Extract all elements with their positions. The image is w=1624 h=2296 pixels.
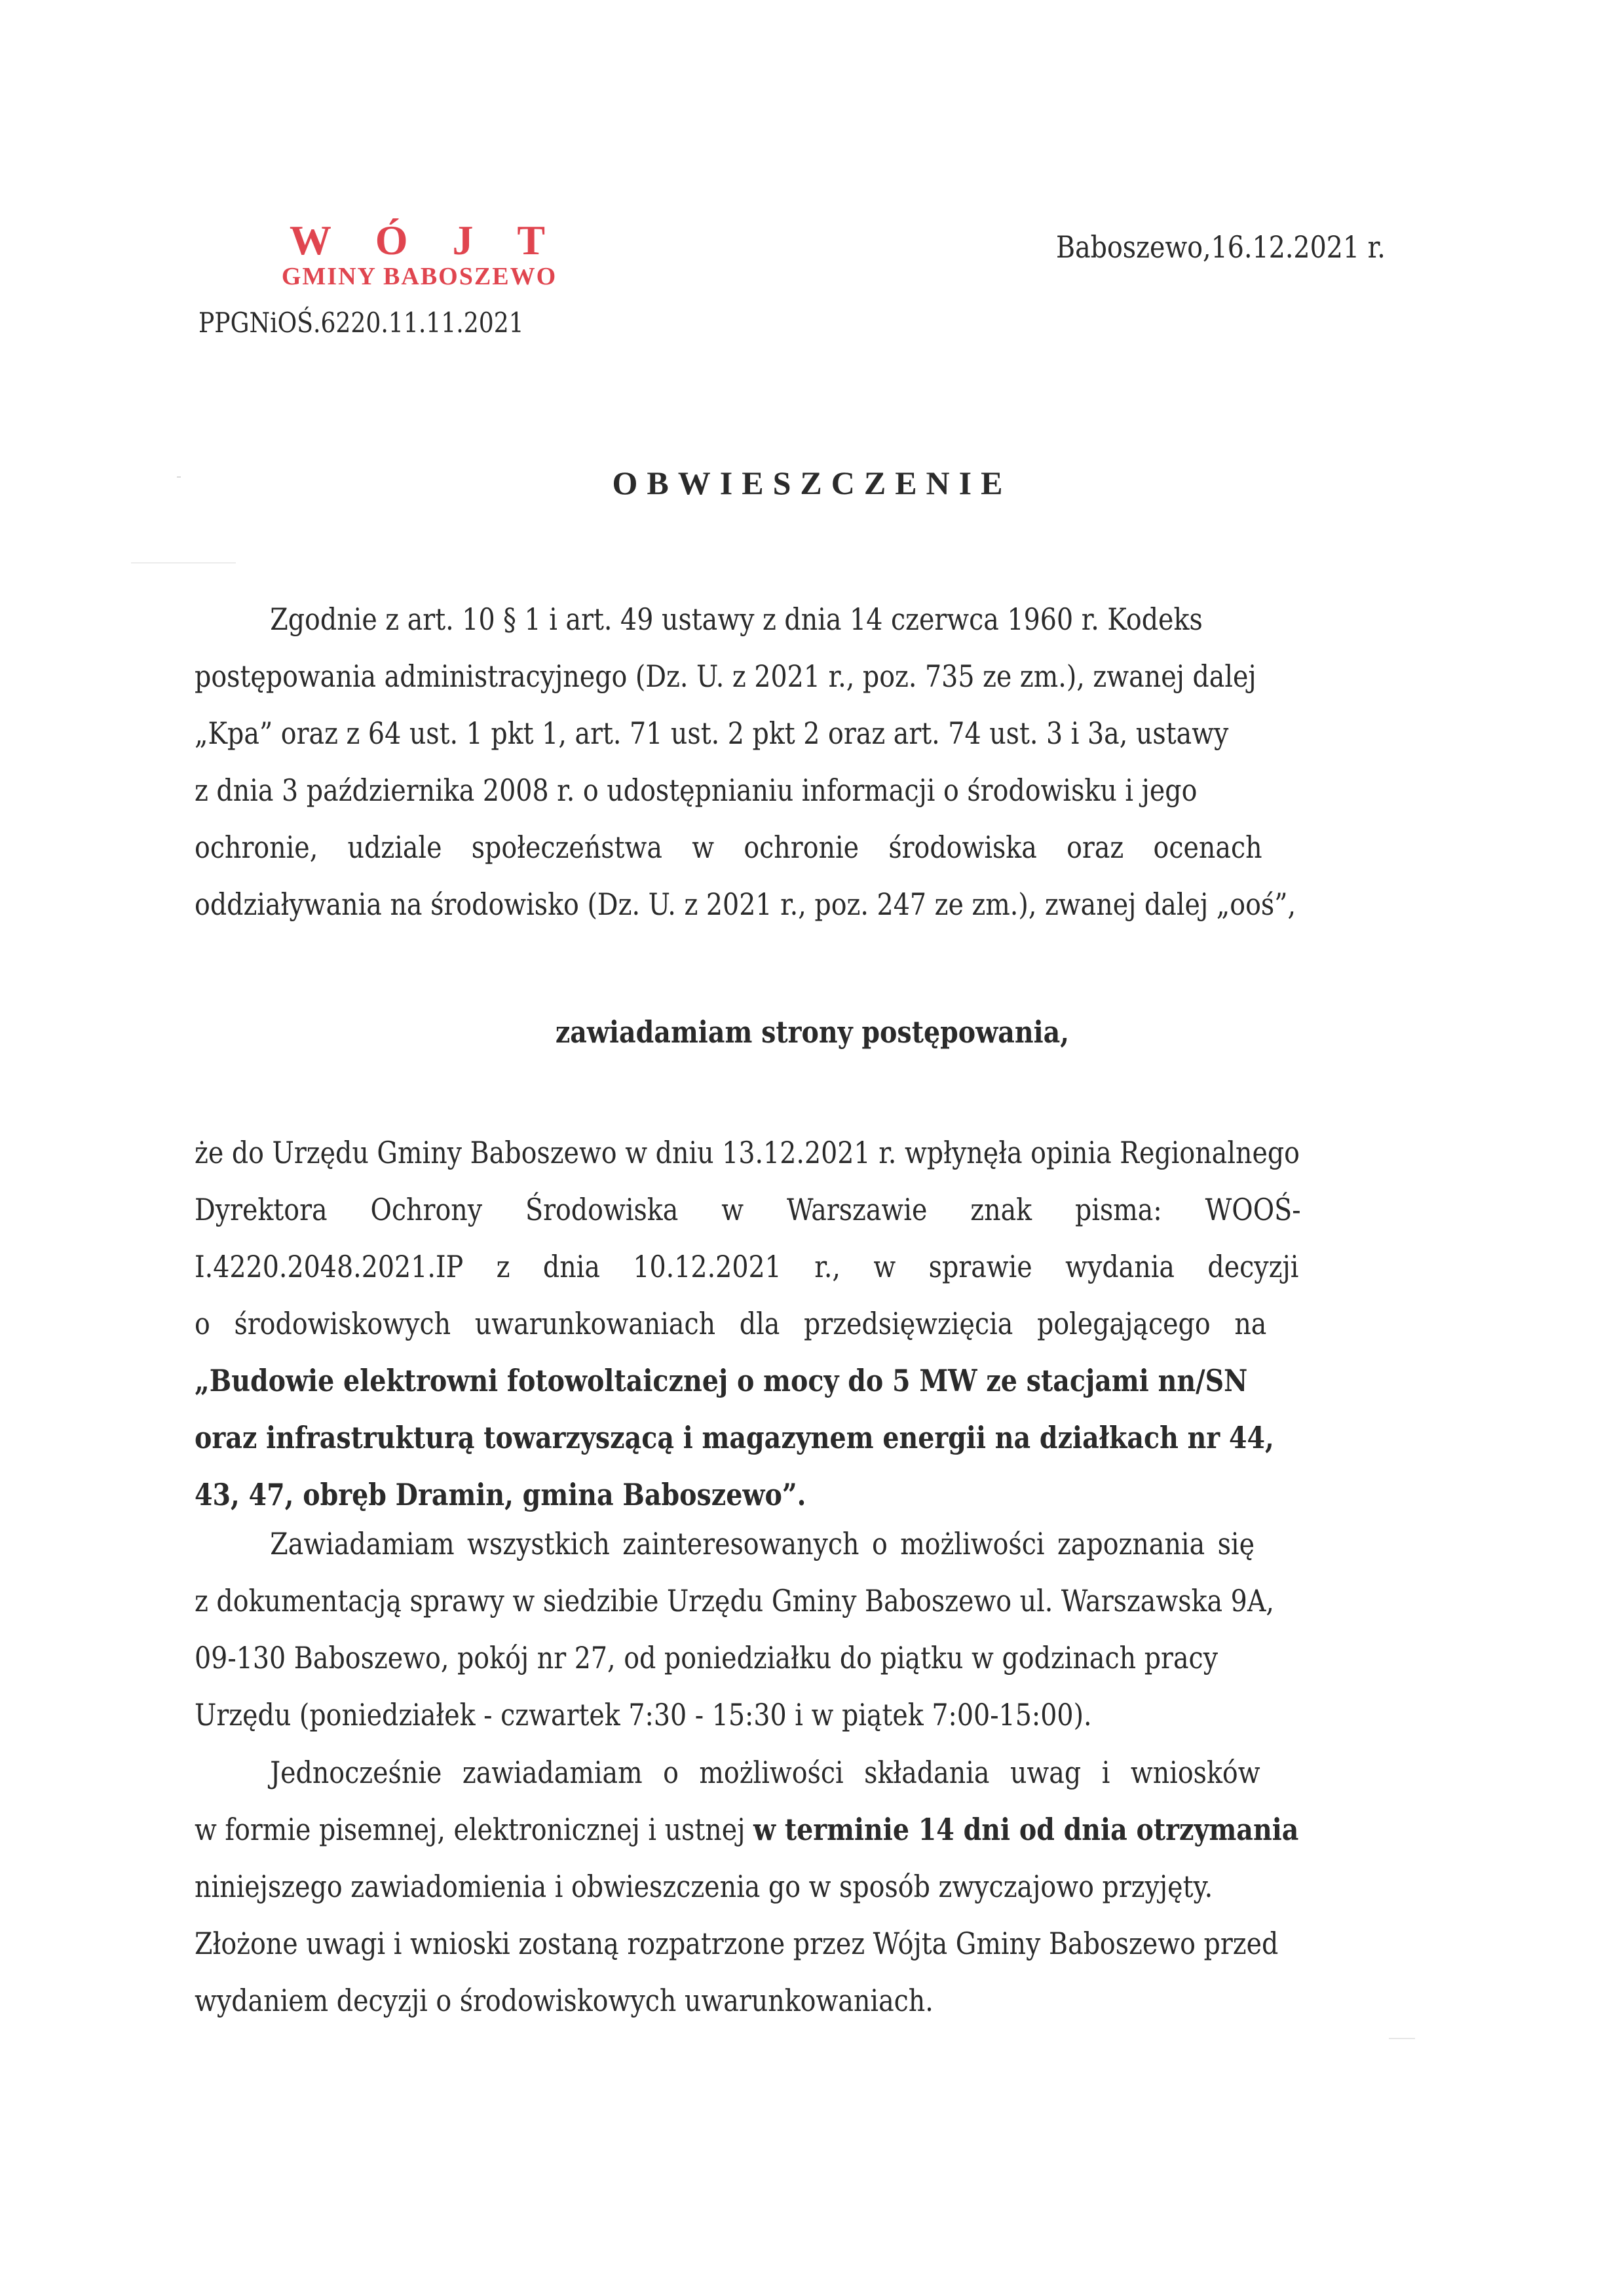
remarks-line: wydaniem decyzji o środowiskowych uwarunkowaniach. <box>195 1983 934 2018</box>
scan-speck <box>131 562 236 564</box>
notice-heading: zawiadamiam strony postępowania, <box>555 1014 1069 1050</box>
access-line: Zawiadamiam wszystkich zainteresowanych o możliwości zapoznania się <box>270 1526 1255 1561</box>
remarks-line: niniejszego zawiadomienia i obwieszczenia go w sposób zwyczajowo przyjęty. <box>195 1869 1213 1904</box>
stamp-title: W Ó J T <box>289 217 563 263</box>
access-line: z dokumentacją sprawy w siedzibie Urzędu Gminy Baboszewo ul. Warszawska 9A, <box>195 1583 1274 1618</box>
project-line: „Budowie elektrowni fotowoltaicznej o mocy do 5 MW ze stacjami nn/SN <box>195 1363 1248 1398</box>
opinion-paragraph <box>195 1124 1433 1523</box>
intro-line: z dnia 3 października 2008 r. o udostępnianiu informacji o środowisku i jego <box>195 773 1198 808</box>
place-date: Baboszewo,16.12.2021 r. <box>1056 229 1386 265</box>
body-line: że do Urzędu Gminy Baboszewo w dniu 13.12.2021 r. wpłynęła opinia Regionalnego <box>195 1135 1300 1170</box>
scan-speck <box>1389 2038 1415 2039</box>
access-paragraph <box>195 1516 1433 1744</box>
project-line: oraz infrastrukturą towarzyszącą i magazynem energii na działkach nr 44, <box>195 1420 1274 1455</box>
reference-number: PPGNiOŚ.6220.11.11.2021 <box>198 307 524 339</box>
body-line: o środowiskowych uwarunkowaniach dla przedsięwzięcia polegającego na <box>195 1306 1267 1341</box>
scan-speck <box>177 476 181 478</box>
intro-paragraph <box>195 591 1433 933</box>
intro-line: ochronie, udziale społeczeństwa w ochronie środowiska oraz ocenach <box>195 830 1262 865</box>
remarks-line: Złożone uwagi i wnioski zostaną rozpatrzone przez Wójta Gminy Baboszewo przed <box>195 1926 1279 1961</box>
remarks-line: Jednocześnie zawiadamiam o możliwości składania uwag i wniosków <box>270 1755 1260 1790</box>
wojt-stamp <box>236 217 603 292</box>
body-line: I.4220.2048.2021.IP z dnia 10.12.2021 r., w sprawie wydania decyzji <box>195 1249 1299 1284</box>
intro-line: Zgodnie z art. 10 § 1 i art. 49 ustawy z dnia 14 czerwca 1960 r. Kodeks <box>270 602 1203 637</box>
remarks-paragraph <box>195 1744 1433 2029</box>
deadline-emphasis: w terminie 14 dni od dnia otrzymania <box>753 1812 1299 1847</box>
intro-line: postępowania administracyjnego (Dz. U. z 2021 r., poz. 735 ze zm.), zwanej dalej <box>195 659 1256 694</box>
document-title: OBWIESZCZENIE <box>612 465 1012 501</box>
intro-line: oddziaływania na środowisko (Dz. U. z 2021 r., poz. 247 ze zm.), zwanej dalej „ooś”, <box>195 887 1296 922</box>
access-line: Urzędu (poniedziałek - czwartek 7:30 - 15:30 i w piątek 7:00-15:00). <box>195 1697 1092 1732</box>
project-line: 43, 47, obręb Dramin, gmina Baboszewo”. <box>195 1477 806 1512</box>
intro-line: „Kpa” oraz z 64 ust. 1 pkt 1, art. 71 ust. 2 pkt 2 oraz art. 74 ust. 3 i 3a, ustawy <box>195 716 1229 751</box>
remarks-line: w formie pisemnej, elektronicznej i ustnej w terminie 14 dni od dnia otrzymania <box>195 1812 1299 1847</box>
body-line: Dyrektora Ochrony Środowiska w Warszawie znak pisma: WOOŚ- <box>195 1192 1301 1227</box>
stamp-municipality: GMINY BABOSZEWO <box>281 263 557 290</box>
access-line: 09-130 Baboszewo, pokój nr 27, od poniedziałku do piątku w godzinach pracy <box>195 1640 1218 1675</box>
